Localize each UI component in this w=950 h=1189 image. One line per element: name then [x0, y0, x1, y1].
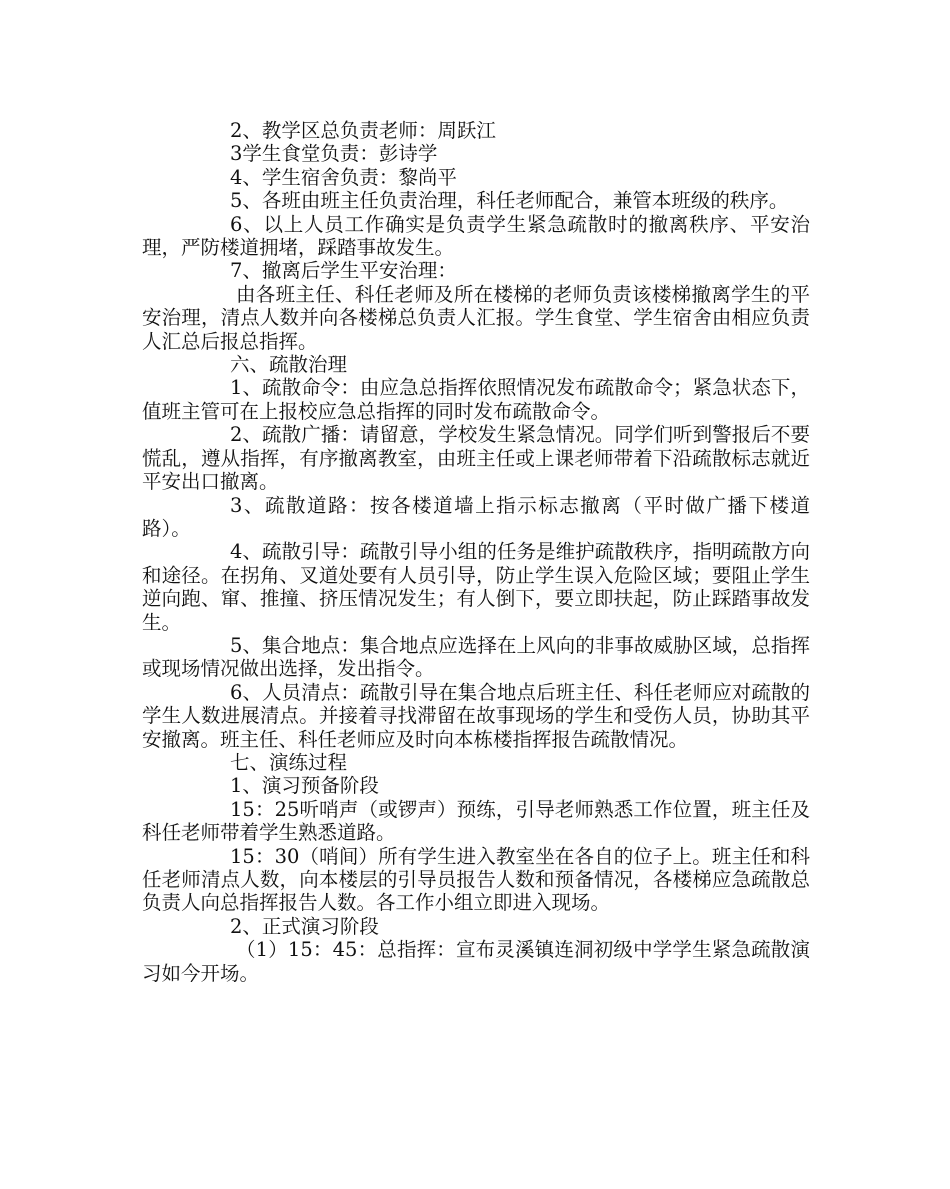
- paragraph: （1）15：45：总指挥：宣布灵溪镇连洞初级中学学生紧急疏散演习如今开场。: [142, 938, 810, 985]
- paragraph: 2、疏散广播：请留意，学校发生紧急情况。同学们听到警报后不要慌乱，遵从指挥，有序撤离教室，由班主任或上课老师带着下沿疏散标志就近平安出口撤离。: [142, 423, 810, 494]
- paragraph: 1、疏散命令：由应急总指挥依照情况发布疏散命令；紧急状态下，值班主管可在上报校应急总指挥的同时发布疏散命令。: [142, 376, 810, 423]
- paragraph: 6、人员清点：疏散引导在集合地点后班主任、科任老师应对疏散的学生人数进展清点。并接着寻找滞留在故事现场的学生和受伤人员，协助其平安撤离。班主任、科任老师应及时向本栋楼指挥报告疏散情况。: [142, 680, 810, 751]
- paragraph: 5、集合地点：集合地点应选择在上风向的非事故威胁区域，总指挥或现场情况做出选择，发出指令。: [142, 633, 810, 681]
- subsection-heading: 2、正式演习阶段: [230, 914, 379, 938]
- section-heading: 七、演练过程: [230, 750, 348, 774]
- paragraph: 3、疏散道路：按各楼道墙上指示标志撤离（平时做广播下楼道路）。: [142, 493, 810, 540]
- paragraph: 7、撤离后学生平安治理：: [230, 259, 457, 283]
- paragraph: 2、教学区总负责老师：周跃江: [230, 119, 496, 142]
- document-body: [142, 119, 810, 985]
- paragraph: 6、以上人员工作确实是负责学生紧急疏散时的撤离秩序、平安治理，严防楼道拥堵，踩踏事故发生。: [142, 212, 810, 260]
- paragraph: 由各班主任、科任老师及所在楼梯的老师负责该楼梯撤离学生的平安治理，清点人数并向各楼梯总负责人汇报。学生食堂、学生宿舍由相应负责人汇总后报总指挥。: [142, 282, 810, 353]
- paragraph: 15：30（哨间）所有学生进入教室坐在各自的位子上。班主任和科任老师清点人数，向本楼层的引导员报告人数和预备情况，各楼梯应急疏散总负责人向总指挥报告人数。各工作小组立即进入现场。: [142, 844, 810, 915]
- paragraph: 15：25听哨声（或锣声）预练，引导老师熟悉工作位置，班主任及科任老师带着学生熟悉道路。: [142, 797, 810, 845]
- paragraph: 5、各班由班主任负责治理，科任老师配合，兼管本班级的秩序。: [230, 189, 789, 213]
- section-heading: 六、疏散治理: [230, 353, 348, 377]
- paragraph: 3学生食堂负责：彭诗学: [230, 142, 438, 166]
- subsection-heading: 1、演习预备阶段: [230, 774, 379, 798]
- paragraph: 4、学生宿舍负责：黎尚平: [230, 165, 457, 189]
- paragraph: 4、疏散引导：疏散引导小组的任务是维护疏散秩序，指明疏散方向和途径。在拐角、叉道处要有人员引导，防止学生误入危险区域；要阻止学生逆向跑、窜、推撞、挤压情况发生；有人倒下，要立即扶起，防止踩踏事故发生。: [142, 540, 810, 634]
